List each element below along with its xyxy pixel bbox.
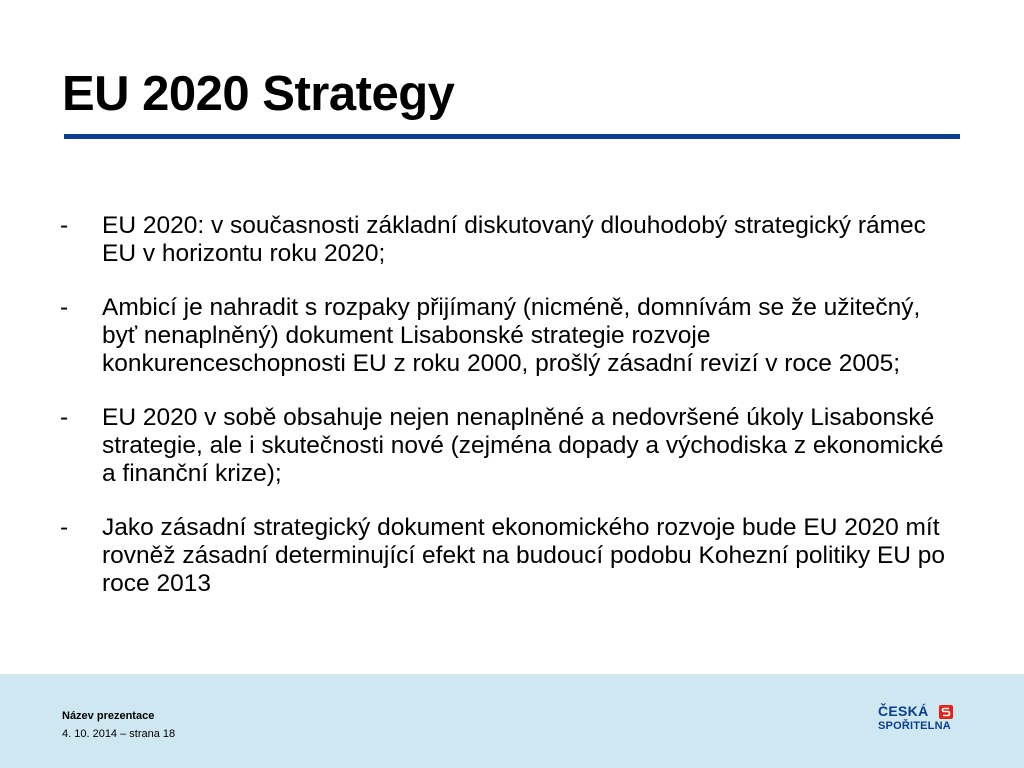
bullet-item bbox=[60, 514, 960, 598]
title-underline bbox=[64, 134, 960, 139]
bullet-dash: - bbox=[60, 404, 69, 431]
bullet-dash: - bbox=[60, 212, 69, 239]
bullet-item bbox=[60, 212, 960, 268]
bullet-item bbox=[60, 404, 960, 488]
bullet-text: Jako zásadní strategický dokument ekonomického rozvoje bude EU 2020 mít rovněž zásadní determinující efekt na budoucí podobu Kohezní politiky EU po roce 2013 bbox=[102, 514, 946, 597]
presentation-name: Název prezentace bbox=[62, 710, 155, 722]
bullet-item bbox=[60, 294, 960, 378]
footer-band bbox=[0, 674, 1024, 768]
ceska-sporitelna-s-logo-icon bbox=[938, 704, 954, 720]
logo-text-line2: SPOŘITELNA bbox=[878, 720, 951, 732]
bullet-text: Ambicí je nahradit s rozpaky přijímaný (nicméně, domnívám se že užitečný, byť nenaplněný) dokument Lisabonské strategie rozvoje konkurenceschopnosti EU z roku 2000, prošlý zásadní revizí v roce 2005; bbox=[102, 294, 921, 377]
bullet-dash: - bbox=[60, 294, 69, 321]
date-page-info: 4. 10. 2014 – strana 18 bbox=[62, 728, 176, 740]
slide-title: EU 2020 Strategy bbox=[62, 67, 455, 121]
logo-text-line1: ČESKÁ bbox=[878, 703, 929, 719]
ceska-sporitelna-logo bbox=[878, 704, 968, 738]
bullet-dash: - bbox=[60, 514, 69, 541]
bullet-text: EU 2020 v sobě obsahuje nejen nenaplněné a nedovršené úkoly Lisabonské strategie, ale i skutečnosti nové (zejména dopady a východiska z ekonomické a finanční krize); bbox=[102, 404, 944, 487]
bullet-list bbox=[60, 212, 960, 624]
bullet-text: EU 2020: v současnosti základní diskutovaný dlouhodobý strategický rámec EU v horizontu roku 2020; bbox=[102, 212, 926, 267]
